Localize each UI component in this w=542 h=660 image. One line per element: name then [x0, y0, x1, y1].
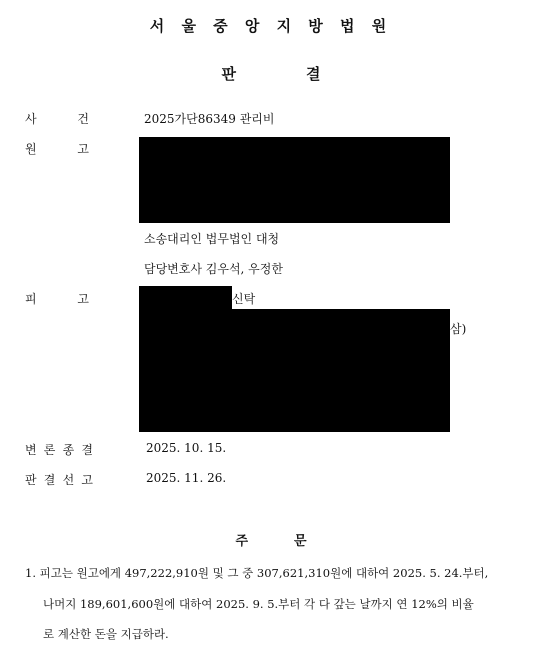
- case-label: 사 건: [25, 112, 89, 126]
- defendant-label: 피 고: [25, 292, 89, 306]
- plaintiff-label: 원 고: [25, 142, 89, 156]
- order-line-3: 로 계산한 돈을 지급하라.: [43, 627, 169, 641]
- judgment-label: 판 결 선 고: [25, 473, 93, 487]
- order-line-1: 1. 피고는 원고에게 497,222,910원 및 그 중 307,621,310원에 대하여 2025. 5. 24.부터,: [25, 566, 489, 580]
- plaintiff-attorneys: 담당변호사 김우석, 우정한: [144, 262, 283, 276]
- plaintiff-counsel: 소송대리인 법무법인 대청: [144, 232, 280, 246]
- closing-label: 변 론 종 결: [25, 443, 93, 457]
- judgment-date: 2025. 11. 26.: [146, 471, 227, 485]
- defendant-name-redaction: [139, 286, 232, 310]
- document-title-left: 판: [221, 65, 236, 83]
- document-title-right: 결: [306, 65, 321, 83]
- order-line-2: 나머지 189,601,600원에 대하여 2025. 9. 5.부터 각 다 갚는 날까지 연 12%의 비율: [43, 597, 474, 611]
- defendant-name-suffix: 신탁: [232, 292, 256, 306]
- closing-date: 2025. 10. 15.: [146, 441, 227, 455]
- defendant-redaction: [139, 309, 450, 432]
- order-title: 주 문: [235, 534, 307, 549]
- defendant-partial-text: 삼): [450, 322, 467, 336]
- case-number: 2025가단86349 관리비: [144, 112, 275, 126]
- document-title: [0, 63, 542, 84]
- court-name: 서 울 중 앙 지 방 법 원: [149, 17, 393, 35]
- plaintiff-redaction: [139, 137, 450, 223]
